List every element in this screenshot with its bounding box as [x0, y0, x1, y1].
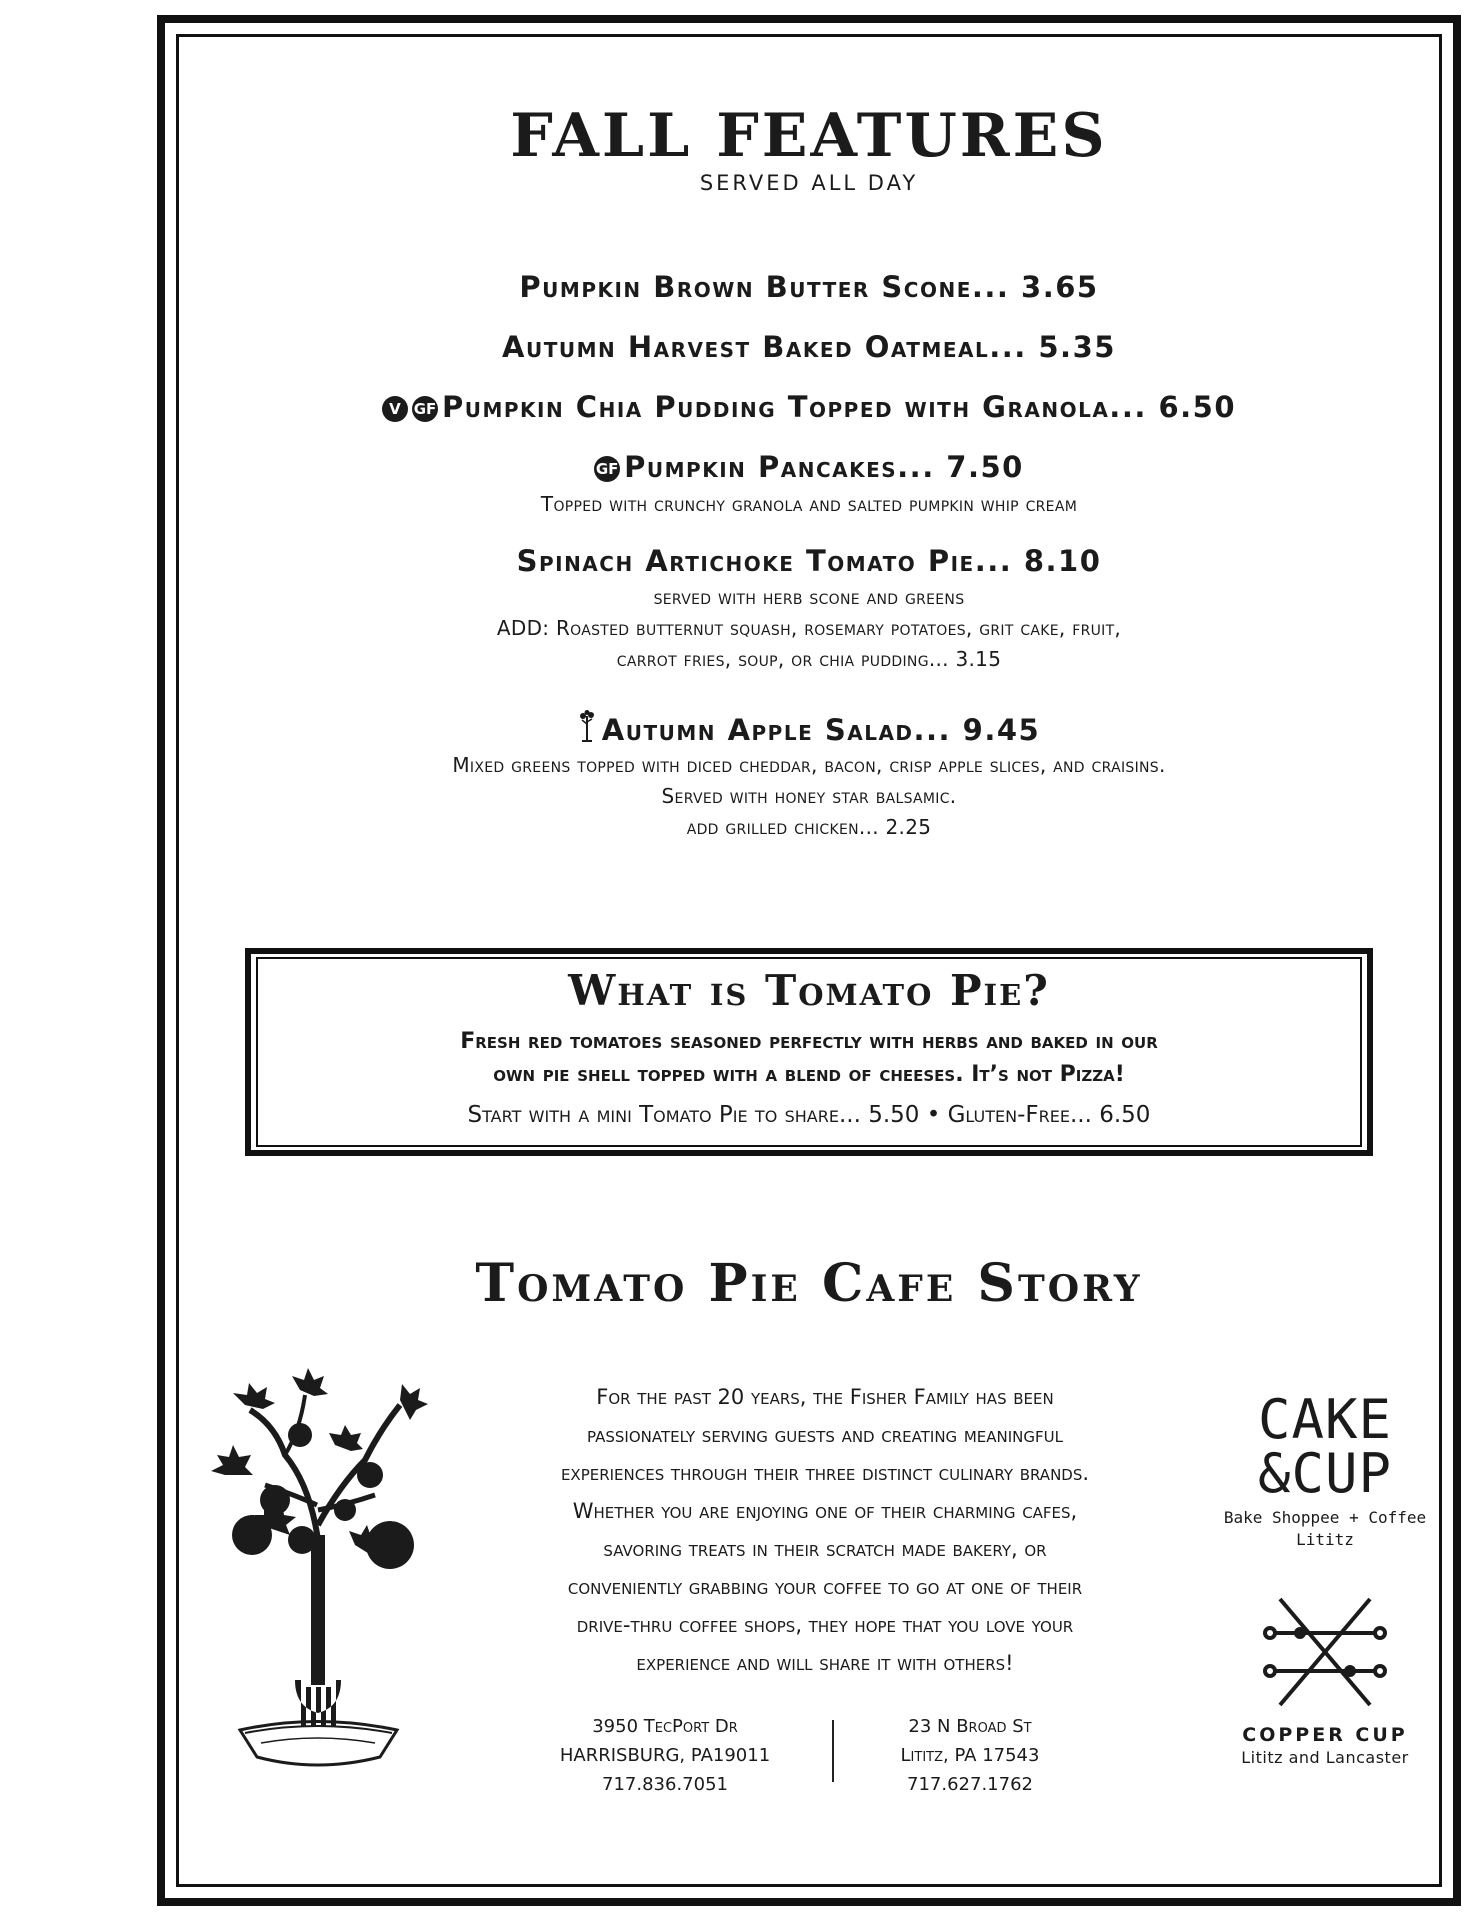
copper-cup-location: Lititz and Lancaster	[1241, 1748, 1409, 1767]
cake-cup-wordmark-line-1: CAKE	[1257, 1388, 1393, 1451]
location-street: 3950 TecPort Dr	[592, 1716, 738, 1737]
location-street: 23 N Broad St	[908, 1716, 1032, 1737]
location-lititz	[850, 1712, 1090, 1799]
menu-item-tomato-pie-desc-1: served with herb scone and greens	[653, 585, 965, 609]
vegan-icon: V	[382, 396, 408, 422]
cake-cup-location: Lititz	[1296, 1530, 1354, 1549]
copper-cup-logo	[1222, 1593, 1428, 1769]
story-line: For the past 20 years, the Fisher Family has been	[596, 1385, 1054, 1409]
page-subtitle: SERVED ALL DAY	[699, 171, 919, 195]
location-harrisburg	[530, 1712, 800, 1799]
menu-item-pancakes-row	[176, 449, 1442, 485]
story-line: experiences through their three distinct culinary brands.	[560, 1461, 1090, 1485]
copper-cup-emblem-icon	[1260, 1593, 1390, 1711]
menu-item-chia-row	[176, 389, 1442, 425]
location-divider	[832, 1720, 834, 1782]
apple-tree-icon	[578, 710, 596, 750]
page-title: FALL FEATURES	[510, 101, 1108, 171]
location-city: Lititz, PA 17543	[900, 1745, 1040, 1766]
menu-item-tomato-pie-desc-2: ADD: Roasted butternut squash, rosemary potatoes, grit cake, fruit,	[496, 616, 1122, 640]
location-city: HARRISBURG, PA19011	[559, 1745, 771, 1766]
story-text	[430, 1378, 1220, 1682]
tomato-pie-box-title: What is Tomato Pie?	[568, 966, 1050, 1015]
cake-cup-wordmark-line-2: &CUP	[1257, 1442, 1393, 1505]
cake-and-cup-logo	[1220, 1388, 1430, 1551]
tomato-pie-box-line-1: Fresh red tomatoes seasoned perfectly with herbs and baked in our	[460, 1029, 1158, 1054]
menu-item-tomato-pie: Spinach Artichoke Tomato Pie... 8.10	[516, 544, 1102, 578]
story-line: experience and will share it with others!	[636, 1651, 1014, 1675]
story-line: savoring treats in their scratch made bakery, or	[603, 1537, 1047, 1561]
gluten-free-icon: GF	[594, 456, 620, 482]
menu-item-salad-desc-3: add grilled chicken... 2.25	[686, 815, 932, 839]
menu-item-salad-row	[176, 710, 1442, 750]
location-phone: 717.627.1762	[907, 1774, 1033, 1795]
gluten-free-icon: GF	[412, 396, 438, 422]
menu-item-tomato-pie-desc-3: carrot fries, soup, or chia pudding... 3.15	[616, 647, 1002, 671]
menu-item-salad-desc-1: Mixed greens topped with diced cheddar, bacon, crisp apple slices, and craisins.	[452, 753, 1166, 777]
menu-item-salad-desc-2: Served with honey star balsamic.	[661, 784, 957, 808]
menu-item-salad: Autumn Apple Salad... 9.45	[601, 713, 1041, 747]
story-line: passionately serving guests and creating meaningful	[587, 1423, 1063, 1447]
tomato-tree-fork-illustration	[205, 1335, 430, 1790]
story-title: Tomato Pie Cafe Story	[475, 1253, 1143, 1314]
story-line: drive-thru coffee shops, they hope that you love your	[576, 1613, 1074, 1637]
menu-item-scone: Pumpkin Brown Butter Scone... 3.65	[519, 270, 1099, 304]
menu-item-chia: Pumpkin Chia Pudding Topped with Granola... 6.50	[441, 390, 1237, 424]
menu-item-pancakes-desc: Topped with crunchy granola and salted pumpkin whip cream	[540, 492, 1078, 516]
story-line: conveniently grabbing your coffee to go at one of their	[567, 1575, 1083, 1599]
tomato-pie-box-footer: Start with a mini Tomato Pie to share... 5.50 • Gluten-Free... 6.50	[467, 1102, 1151, 1128]
tomato-pie-box-line-2: own pie shell topped with a blend of cheeses. It’s not Pizza!	[493, 1062, 1125, 1087]
menu-item-oatmeal: Autumn Harvest Baked Oatmeal... 5.35	[502, 330, 1116, 364]
menu-item-pancakes: Pumpkin Pancakes... 7.50	[624, 450, 1024, 484]
copper-cup-name: COPPER CUP	[1242, 1724, 1408, 1746]
cake-cup-tagline: Bake Shoppee + Coffee	[1223, 1508, 1427, 1527]
location-phone: 717.836.7051	[602, 1774, 728, 1795]
story-line: Whether you are enjoying one of their charming cafes,	[572, 1499, 1078, 1523]
